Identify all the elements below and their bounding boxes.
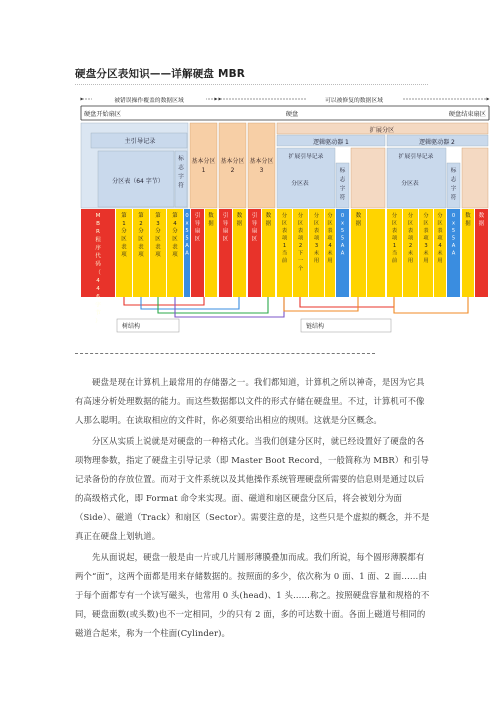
ext-entry-label: 分区表项 3 未用	[313, 213, 320, 265]
ext-entry-label: 分区表项 2 未用	[407, 213, 414, 265]
chain-structure-label: 链结构	[306, 323, 325, 330]
logical-drive-1-label: 逻辑驱动器 1	[313, 139, 349, 146]
signature-char: 志	[339, 177, 346, 183]
signature-char: 字	[450, 186, 457, 192]
tree-structure-label: 树结构	[122, 323, 141, 330]
basic-partition-label: 基本分区 3	[249, 158, 274, 174]
signature-char: 字	[339, 186, 346, 192]
partition-table-64-label: 分区表（64 字节）	[112, 178, 164, 185]
paragraph: 先从面说起，硬盘一般是由一片或几片圆形薄膜叠加而成。我们所说，每个圆形薄膜都有两个“面”，这两个面都是用来存储数据的。按照面的多少，依次称为 0 面、1 面、2 面……由于每个面都专有一个读写磁头，也常用 0 头(head)、1 头……称之。按照硬盘容量和规格的不同，硬盘面数(或头数)也不一定相同，少的只有 2 面，多的可达数十面。各面上磁道号相同的磁道合起来，称为一个柱面(Cylinder)。	[75, 552, 430, 638]
signature-value: 0 x 5 5 A A	[340, 213, 345, 257]
boot-sector-label: 引导扇区	[222, 213, 229, 243]
data-label: 数据	[355, 213, 362, 227]
partition-entry-label: 第 3 分区表项	[155, 213, 161, 259]
paragraph: 硬盘是现在计算机上最常用的存储器之一。我们都知道，计算机之所以神奇，是因为它具有高速分析处理数据的能力。而这些数据都以文件的形式存储在硬盘里。不过，计算机可不像人那么聪明。在读取相应的文件时，你必须要给出相应的规则。这就是分区概念。	[75, 377, 425, 425]
extended-partition-label: 扩展分区	[369, 127, 395, 134]
signature-char: 符	[178, 183, 184, 189]
basic-partition-label: 基本分区 2	[220, 158, 245, 174]
data-label: 数据	[208, 213, 214, 227]
ext-entry-label: 分区表项 4 未用	[327, 213, 333, 265]
ext-boot-record-1-label: 扩展引导记录	[288, 154, 324, 160]
page-title: 硬盘分区表知识——详解硬盘 MBR	[75, 68, 246, 80]
signature-char: 标	[178, 156, 184, 162]
ext-entry-label: 分区表项 1 当前	[281, 213, 288, 265]
partition-entry-label: 第 1 分区表项	[121, 213, 127, 259]
ext-boot-record-2-label: 扩展引导记录	[398, 154, 434, 160]
signature-char: 志	[450, 177, 457, 183]
ext-entry-label: 分区表项 2 下一个	[297, 213, 304, 272]
structure-blocks	[81, 123, 488, 208]
data-label: 数据	[265, 213, 272, 227]
paragraph: 分区从实质上说就是对硬盘的一种格式化。当我们创建分区时，就已经设置好了硬盘的各项物理参数，指定了硬盘主引导记录（即 Master Boot Record，一般简称为 MBR）和引导记录备份的存放位置。而对于文件系统以及其他操作系统管理硬盘所需要的信息则是通过以后的高级格式化，即 Format 命令来实现。面、磁道和扇区硬盘分区后，将会被划分为面（Side）、磁道（Track）和扇区（Sector）。需要注意的是，这些只是个虚拟的概念，并不是真正在硬盘上划轨道。	[75, 436, 430, 541]
signature-char: 符	[339, 195, 346, 201]
signature-value: 0 x 5 5 A A	[185, 213, 189, 257]
mbr-partition-diagram	[80, 93, 490, 345]
signature-char: 符	[450, 195, 457, 201]
link-lines	[124, 297, 468, 317]
mbr-code-label: M B R 程序代码（ 4 4 6 字节）	[95, 213, 101, 325]
ext-entry-label: 分区表项 4 未用	[437, 213, 443, 265]
range-header	[81, 93, 489, 120]
basic-partition-label: 基本分区 1	[191, 158, 216, 174]
title-divider	[75, 84, 428, 85]
disk-start-sector-label: 硬盘开始扇区	[84, 111, 122, 118]
recoverable-region-label: 可以被修复的数据区域	[325, 98, 383, 104]
partition-entry-label: 第 2 分区表项	[138, 213, 144, 259]
data-label: 数据	[478, 213, 485, 227]
signature-char: 字	[178, 174, 184, 180]
data-label: 数据	[465, 213, 471, 227]
disk-label: 硬盘	[285, 111, 299, 118]
logical-drive-2-label: 逻辑驱动器 2	[419, 139, 455, 146]
partition-entry-label: 第 4 分区表项	[172, 213, 178, 259]
mbr-group-label: 主引导记录	[124, 138, 156, 145]
disk-end-sector-label: 硬盘结束扇区	[448, 111, 486, 118]
boot-sector-label: 引导扇区	[251, 213, 258, 243]
ext-entry-label: 分区表项 1 当前	[391, 213, 398, 265]
ext-entry-label: 分区表项 3 未用	[423, 213, 429, 265]
ext-partition-table-1-label: 分区表	[291, 181, 309, 187]
signature-char: 标	[450, 168, 457, 174]
boot-sector-label: 引导扇区	[194, 213, 201, 243]
signature-value: 0 x 5 5 A A	[451, 213, 456, 257]
signature-char: 志	[178, 165, 184, 171]
section-divider	[75, 353, 375, 354]
signature-char: 标	[339, 168, 346, 174]
ext-partition-table-2-label: 分区表	[401, 181, 419, 187]
data-label: 数据	[236, 213, 243, 227]
overwritten-region-label: 被错误操作覆盖的数据区域	[114, 98, 184, 104]
